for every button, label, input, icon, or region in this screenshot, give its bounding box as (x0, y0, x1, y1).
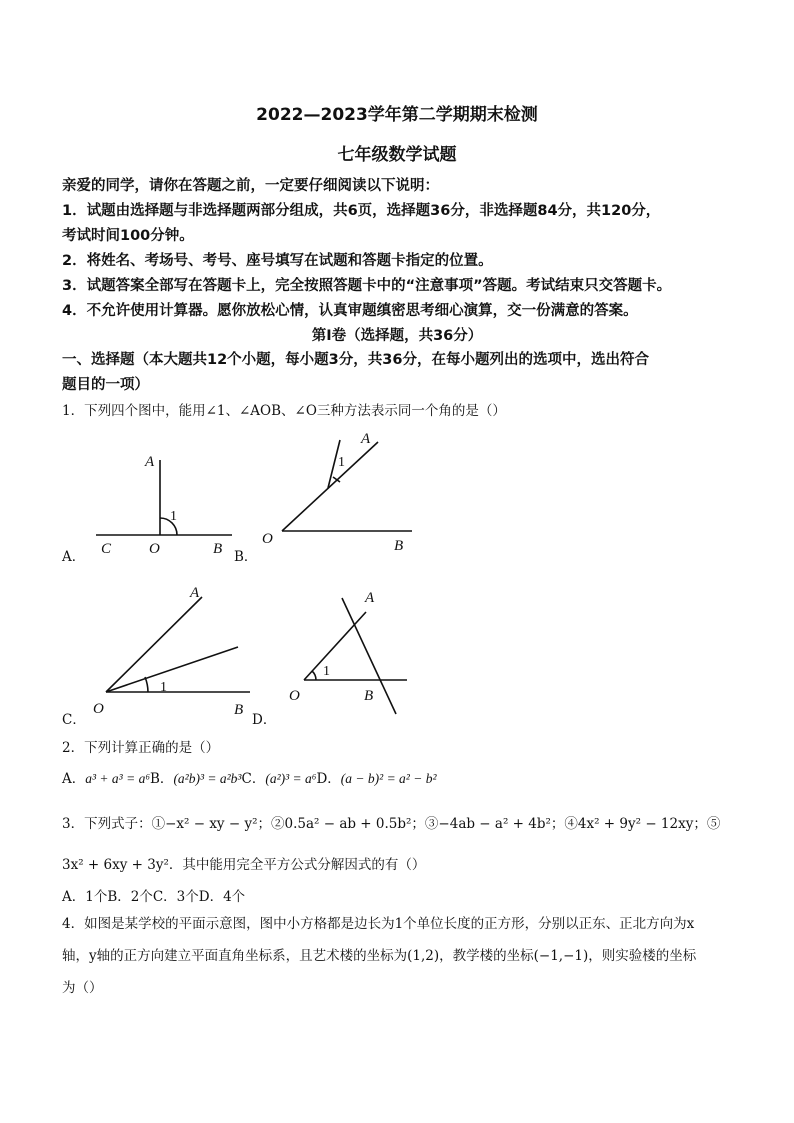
figure-a (96, 460, 232, 535)
figure-b-label-1: 1 (338, 455, 345, 470)
figure-b-label-a: A (361, 431, 371, 447)
figure-d-label-1: 1 (323, 664, 330, 679)
instruction-item-2: 2．将姓名、考场号、考号、座号填写在试题和答题卡指定的位置。 (62, 253, 493, 269)
figure-d-label-o: O (289, 688, 300, 704)
question-2-option-c-label: C． (241, 771, 266, 787)
question-2-options (62, 767, 437, 787)
question-4-line-1: 4．如图是某学校的平面示意图，图中小方格都是边长为1个单位长度的正方形，分别以正东、正北方向为x (62, 916, 695, 932)
question-2-option-a: a³ + a³ = a⁶ (85, 771, 151, 786)
instruction-item-1-cont: 考试时间100分钟。 (62, 228, 194, 244)
question-3-line-2: 3x² + 6xy + 3y²．其中能用完全平方公式分解因式的有（） (62, 857, 426, 873)
question-2-option-d: (a − b)² = a² − b² (340, 771, 437, 786)
figure-a-label-o: O (149, 541, 160, 557)
instructions-intro: 亲爱的同学，请你在答题之前，一定要仔细阅读以下说明： (62, 178, 439, 194)
question-1-option-a: A． (62, 549, 86, 565)
question-1-option-c: C． (62, 712, 86, 728)
question-2-option-c: (a²)³ = a⁶ (265, 771, 317, 786)
question-1-option-d: D． (252, 712, 277, 728)
instruction-item-4: 4．不允许使用计算器。愿你放松心情，认真审题缜密思考细心演算，交一份满意的答案。 (62, 303, 638, 319)
question-3-line-1: 3．下列式子：①−x² − xy − y²；②0.5a² − ab + 0.5b²；③−4ab − a² + 4b²；④4x² + 9y² − 12xy；⑤ (62, 816, 721, 832)
question-3-options: A．1个B．2个C．3个D．4个 (62, 889, 246, 905)
question-2-option-a-label: A． (62, 771, 86, 787)
figure-b-label-b: B (394, 538, 404, 554)
exam-subtitle: 七年级数学试题 (337, 145, 457, 165)
question-4-line-2: 轴，y轴的正方向建立平面直角坐标系，且艺术楼的坐标为(1,2)，教学楼的坐标(−1,−1)，则实验楼的坐标 (62, 948, 697, 964)
question-2-option-b: (a²b)³ = a²b³ (173, 771, 242, 786)
figure-d-label-a: A (365, 590, 375, 606)
instruction-item-3: 3．试题答案全部写在答题卡上，完全按照答题卡中的“注意事项”答题。考试结束只交答题卡。 (62, 278, 672, 294)
figure-a-label-c: C (101, 541, 112, 557)
figure-c-label-o: O (93, 701, 104, 717)
figure-c-label-a: A (190, 585, 200, 601)
figure-c-label-1: 1 (160, 680, 167, 695)
figure-d (304, 598, 407, 714)
question-2-option-b-label: B． (150, 771, 174, 787)
figure-d-label-b: B (364, 688, 374, 704)
figure-b (282, 440, 412, 531)
figure-c (106, 597, 250, 692)
section-heading: 一、选择题（本大题共12个小题，每小题3分，共36分，在每小题列出的选项中，选出符合 (62, 352, 649, 368)
part1-title: 第Ⅰ卷（选择题，共36分） (311, 328, 483, 344)
section-heading-cont: 题目的一项） (62, 377, 149, 393)
question-4-line-3: 为（） (62, 980, 103, 996)
figure-c-label-b: B (234, 702, 244, 718)
question-1-option-b: B． (234, 549, 258, 565)
exam-title: 2022—2023学年第二学期期末检测 (256, 105, 538, 125)
figure-b-label-o: O (262, 531, 273, 547)
question-1-stem: 1．下列四个图中，能用∠1、∠AOB、∠O三种方法表示同一个角的是（） (62, 403, 506, 419)
figure-a-label-1: 1 (170, 509, 177, 524)
figure-a-label-a: A (145, 454, 155, 470)
instruction-item-1: 1．试题由选择题与非选择题两部分组成，共6页，选择题36分，非选择题84分，共120分， (62, 203, 661, 219)
question-2-stem: 2．下列计算正确的是（） (62, 740, 220, 756)
question-2-option-d-label: D． (316, 771, 341, 787)
figure-a-label-b: B (213, 541, 223, 557)
